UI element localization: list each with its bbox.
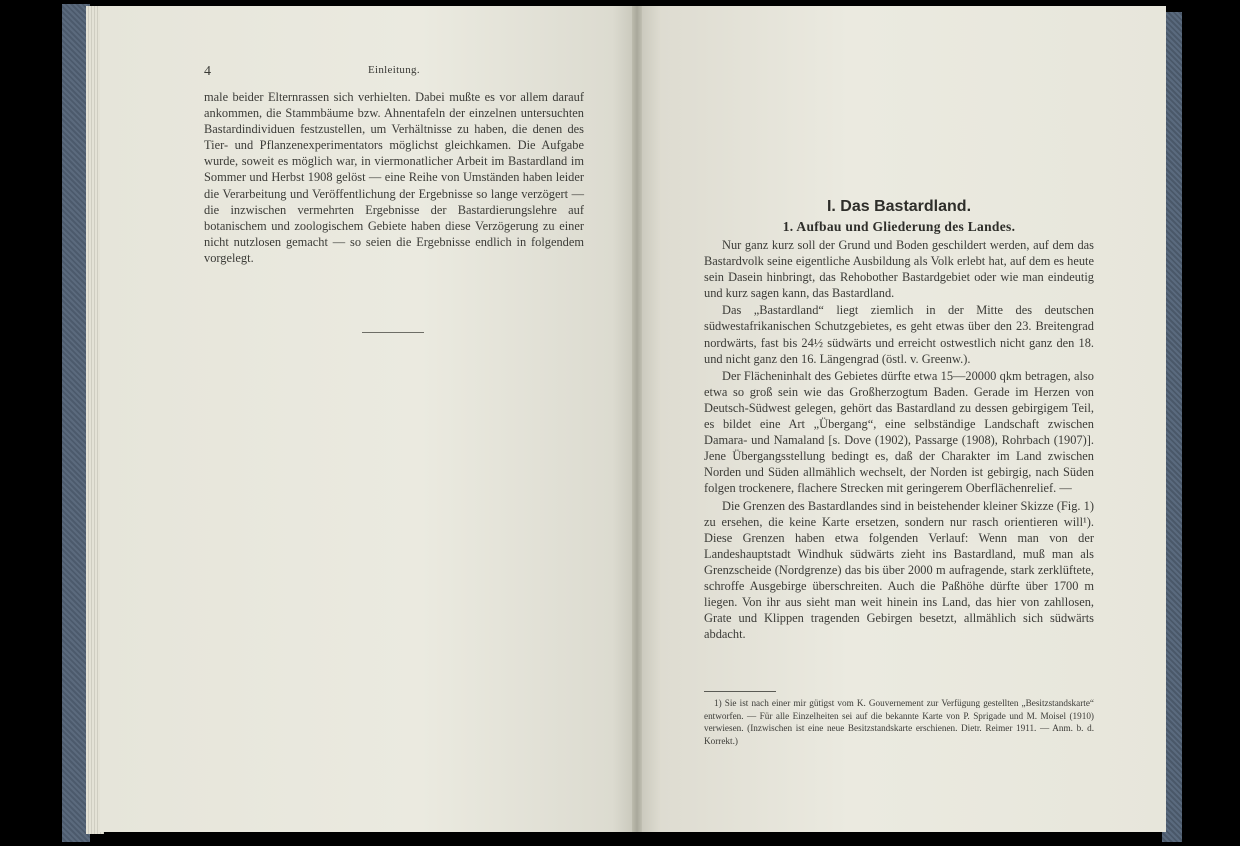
footnote-rule (704, 691, 776, 692)
section-title: 1. Aufbau und Gliederung des Landes. (782, 219, 1016, 234)
book-gutter (632, 6, 642, 832)
paragraph-3: Der Flächeninhalt des Gebietes dürfte etwa 15—20000 qkm betragen, also etwa so groß sein wie das Großherzogtum Baden. Gerade im Herzen von Deutsch-Südwest gelegen, gehört das Bastardland zu dessen gebirgigem Teil, es bildet eine Art „Übergang“, eine selbständige Landschaft zwischen Damara- und Namaland [s. Dove (1902), Passarge (1908), Rohrbach (1907)]. Jene Übergangsstellung bedingt es, daß der Charakter im Land zwischen Norden und Süden allmählich wechselt, der Norden ist gebirgig, nach Süden folgen trockenere, flachere Strecken mit geringerem Oberflächenrelief. — (704, 368, 1094, 496)
right-page-text (704, 237, 1094, 642)
footnote-text: 1) Sie ist nach einer mir gütigst vom K. Gouvernement zur Verfügung gestellten „Besitzstandskarte“ entworfen. — Für alle Einzelheiten sei auf die bekannte Karte von P. Sprigade und M. Moisel (1910) verwiesen. (Inzwischen ist eine neue Besitzstandskarte erschienen. Dietr. Reimer 1911. — Anm. b. d. Korrekt.) (704, 698, 1094, 746)
paragraph-1: Nur ganz kurz soll der Grund und Boden geschildert werden, auf dem das Bastardvolk seine eigentliche Ausbildung als Volk erlebt hat, auf dem es heute sein Dasein hinbringt, das Rehobother Bastardgebiet oder wie man eindeutig und kurz sagen kann, das Bastardland. (704, 238, 1094, 301)
left-paragraph: male beider Elternrassen sich verhielten. Dabei mußte es vor allem darauf ankommen, die Stammbäume bzw. Ahnentafeln der einzelnen untersuchten Bastardindividuen festzustellen, um Verhältnisse zu haben, die denen des Tier- und Pflanzenexperimentators möglichst gleichkamen. Die Aufgabe wurde, soweit es möglich war, in viermonatlicher Arbeit im Bastardland im Sommer und Herbst 1908 gelöst — eine Reihe von Umständen haben leider die Verarbeitung und Veröffentlichung der Ergebnisse so lange verzögert — die inzwischen vermehrten Ergebnisse der Bastardierungslehre auf botanischem und zoologischem Gebiete haben diese Verzögerung zu einer nicht nutzlosen gemacht — so seien die Ergebnisse endlich in folgendem vorgelegt. (204, 90, 584, 265)
running-head (204, 64, 584, 80)
end-rule (362, 332, 424, 333)
paragraph-4: Die Grenzen des Bastardlandes sind in beistehender kleiner Skizze (Fig. 1) zu ersehen, die keine Karte ersetzen, sondern nur rasch orientieren will¹). Diese Grenzen haben etwa folgenden Verlauf: Wenn man von der Landeshauptstadt Windhuk südwärts zieht ins Bastardland, muß man als Grenzscheide (Nordgrenze) das bis über 2000 m aufragende, stark zerklüftete, schroffe Ausgebirge überschreiten. Auch die Paßhöhe dürfte über 1700 m liegen. Von ihr aus sieht man weit hinein ins Land, das hier von zahllosen, Grate und Klippen tragenden Gebirgen besetzt, allmählich sich südwärts abdacht. (704, 498, 1094, 642)
running-title: Einleitung. (368, 64, 420, 76)
page-number: 4 (204, 64, 211, 79)
left-page-text (204, 89, 584, 266)
paragraph-2: Das „Bastardland“ liegt ziemlich in der Mitte des deutschen südwestafrikanischen Schutzgebietes, es geht etwas über den 23. Breitengrad nordwärts, fast bis 24½ südwärts und erreicht ostwestlich nicht ganz den 18. und nicht ganz den 16. Längengrad (östl. v. Greenw.). (704, 303, 1094, 366)
footnote (704, 697, 1094, 747)
chapter-title: I. Das Bastardland. (826, 198, 972, 215)
